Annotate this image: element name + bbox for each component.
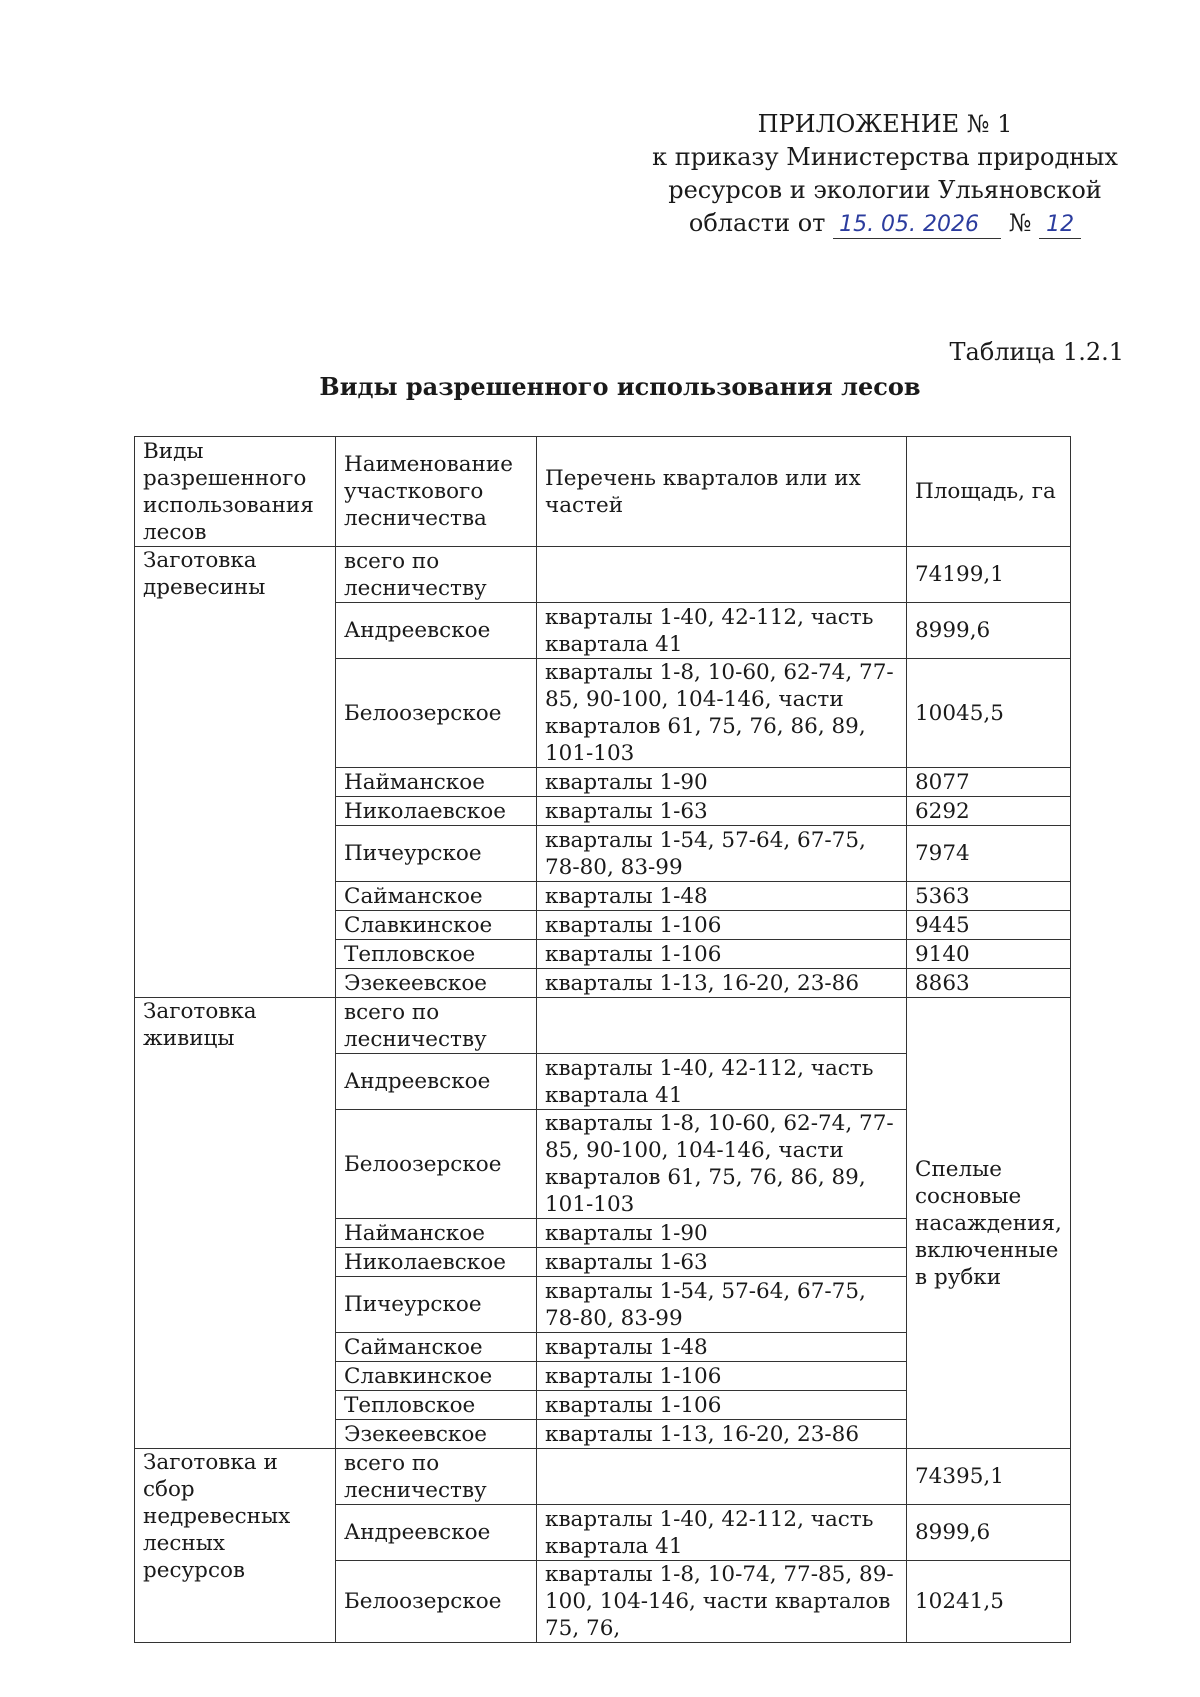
area-cell: 7974 (907, 826, 1071, 882)
area-cell: 74199,1 (907, 547, 1071, 603)
handwritten-date: 15. 05. 2026 (833, 212, 1001, 239)
quarters-cell: кварталы 1-54, 57-64, 67-75, 78-80, 83-99 (537, 826, 907, 882)
table-number: Таблица 1.2.1 (949, 338, 1124, 366)
header-district: Наименование участкового лесничества (336, 437, 537, 547)
quarters-cell: кварталы 1-90 (537, 768, 907, 797)
quarters-cell: кварталы 1-54, 57-64, 67-75, 78-80, 83-99 (537, 1277, 907, 1333)
quarters-cell: кварталы 1-48 (537, 1333, 907, 1362)
area-cell: 74395,1 (907, 1449, 1071, 1505)
quarters-cell: кварталы 1-63 (537, 797, 907, 826)
district-cell: Найманское (336, 1219, 537, 1248)
district-cell: Белоозерское (336, 659, 537, 768)
quarters-cell (537, 1449, 907, 1505)
district-cell: Найманское (336, 768, 537, 797)
district-cell: Славкинское (336, 1362, 537, 1391)
ministry-line: ресурсов и экологии Ульяновской (668, 176, 1102, 204)
quarters-cell: кварталы 1-90 (537, 1219, 907, 1248)
header-use-type: Виды разрешенного использования лесов (135, 437, 336, 547)
district-cell: Сайманское (336, 1333, 537, 1362)
quarters-cell: кварталы 1-106 (537, 1362, 907, 1391)
district-cell: Андреевское (336, 1505, 537, 1561)
quarters-cell: кварталы 1-40, 42-112, часть квартала 41 (537, 1505, 907, 1561)
district-cell: Сайманское (336, 882, 537, 911)
quarters-cell: кварталы 1-48 (537, 882, 907, 911)
district-cell: Эзекеевское (336, 969, 537, 998)
district-cell: Пичеурское (336, 1277, 537, 1333)
district-cell: Тепловское (336, 1391, 537, 1420)
area-cell: 8999,6 (907, 1505, 1071, 1561)
area-cell: 9445 (907, 911, 1071, 940)
number-prefix: № (1008, 209, 1032, 237)
area-cell: 6292 (907, 797, 1071, 826)
use-type-cell: Заготовка древесины (135, 547, 336, 998)
quarters-cell: кварталы 1-13, 16-20, 23-86 (537, 1420, 907, 1449)
district-cell: всего по лесничеству (336, 1449, 537, 1505)
quarters-cell: кварталы 1-40, 42-112, часть квартала 41 (537, 1054, 907, 1110)
use-type-cell: Заготовка и сбор недревесных лесных ресурсов (135, 1449, 336, 1643)
district-cell: Белоозерское (336, 1561, 537, 1643)
appendix-header (640, 108, 1130, 240)
area-cell: 10045,5 (907, 659, 1071, 768)
forest-use-table (134, 436, 1071, 1643)
table-row (135, 998, 1071, 1054)
district-cell: Славкинское (336, 911, 537, 940)
quarters-cell: кварталы 1-63 (537, 1248, 907, 1277)
district-cell: Пичеурское (336, 826, 537, 882)
quarters-cell: кварталы 1-13, 16-20, 23-86 (537, 969, 907, 998)
area-cell: 8077 (907, 768, 1071, 797)
district-cell: всего по лесничеству (336, 547, 537, 603)
date-prefix: области от (688, 209, 826, 237)
table-row (135, 547, 1071, 603)
area-cell: 10241,5 (907, 1561, 1071, 1643)
district-cell: Тепловское (336, 940, 537, 969)
quarters-cell: кварталы 1-106 (537, 940, 907, 969)
district-cell: Эзекеевское (336, 1420, 537, 1449)
quarters-cell: кварталы 1-106 (537, 911, 907, 940)
quarters-cell: кварталы 1-106 (537, 1391, 907, 1420)
district-cell: Белоозерское (336, 1110, 537, 1219)
order-reference-line: к приказу Министерства природных (652, 143, 1118, 171)
district-cell: Николаевское (336, 797, 537, 826)
district-cell: Андреевское (336, 603, 537, 659)
quarters-cell: кварталы 1-8, 10-60, 62-74, 77-85, 90-100, 104-146, части кварталов 61, 75, 76, 86, 89, 101-103 (537, 659, 907, 768)
handwritten-number: 12 (1039, 212, 1081, 239)
area-cell: 8999,6 (907, 603, 1071, 659)
header-quarters: Перечень кварталов или их частей (537, 437, 907, 547)
appendix-title: ПРИЛОЖЕНИЕ № 1 (757, 110, 1013, 138)
area-cell: 9140 (907, 940, 1071, 969)
table-title: Виды разрешенного использования лесов (319, 372, 921, 401)
quarters-cell: кварталы 1-40, 42-112, часть квартала 41 (537, 603, 907, 659)
district-cell: Николаевское (336, 1248, 537, 1277)
district-cell: Андреевское (336, 1054, 537, 1110)
header-area: Площадь, га (907, 437, 1071, 547)
date-number-line (640, 207, 1130, 240)
district-cell: всего по лесничеству (336, 998, 537, 1054)
table-header-row (135, 437, 1071, 547)
area-cell: 5363 (907, 882, 1071, 911)
area-cell: 8863 (907, 969, 1071, 998)
quarters-cell (537, 998, 907, 1054)
use-type-cell: Заготовка живицы (135, 998, 336, 1449)
table-row (135, 1449, 1071, 1505)
quarters-cell: кварталы 1-8, 10-60, 62-74, 77-85, 90-100, 104-146, части кварталов 61, 75, 76, 86, 89, 101-103 (537, 1110, 907, 1219)
quarters-cell: кварталы 1-8, 10-74, 77-85, 89-100, 104-146, части кварталов 75, 76, (537, 1561, 907, 1643)
area-merged-cell: Спелые сосновые насаждения, включенные в рубки (907, 998, 1071, 1449)
quarters-cell (537, 547, 907, 603)
